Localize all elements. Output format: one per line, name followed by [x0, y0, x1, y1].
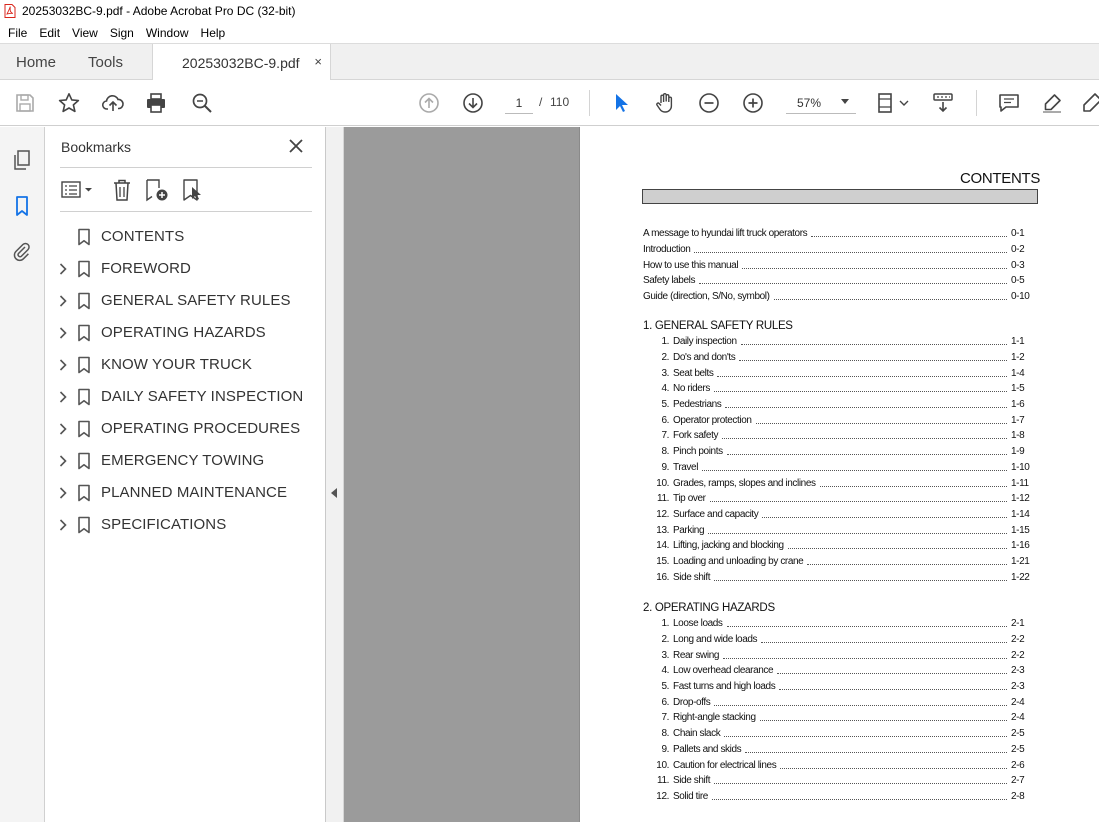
- toc-entry-page: 0-1: [1011, 228, 1025, 240]
- toc-entry: [643, 350, 1039, 366]
- toc-entry: [643, 632, 1039, 648]
- toc-entry-page: 1-11: [1011, 477, 1029, 489]
- chevron-right-icon[interactable]: [58, 262, 68, 276]
- toc-entry-page: 2-2: [1011, 649, 1025, 661]
- toc-entry-page: 1-8: [1011, 430, 1025, 442]
- toc-leader-dots: [708, 533, 1007, 534]
- toc-entry-title: Loose loads: [673, 618, 723, 630]
- toc-entry-page: 0-5: [1011, 275, 1025, 287]
- toc-entry-page: 2-8: [1011, 790, 1025, 802]
- page-number-input[interactable]: [505, 92, 533, 114]
- toc-block: [643, 616, 1039, 804]
- toc-entry-title: Surface and capacity: [673, 508, 759, 520]
- toc-leader-dots: [714, 705, 1007, 706]
- toc-entry-page: 1-10: [1011, 461, 1030, 473]
- toc-entry-title: Parking: [673, 524, 705, 536]
- toc-leader-dots: [724, 736, 1007, 737]
- bookmarks-panel-title: Bookmarks: [61, 139, 132, 155]
- toc-entry-number: 5.: [661, 399, 669, 411]
- menu-bar: [0, 22, 1099, 43]
- toc-leader-dots: [727, 454, 1007, 455]
- menu-edit[interactable]: Edit: [39, 25, 61, 40]
- toc-leader-dots: [694, 252, 1007, 253]
- tab-document[interactable]: [152, 44, 331, 81]
- save-icon[interactable]: [12, 90, 38, 116]
- toc-entry-number: 3.: [661, 367, 669, 379]
- toc-leader-dots: [722, 438, 1007, 439]
- toolbar-divider: [589, 90, 590, 116]
- toc-entry-page: 1-15: [1011, 524, 1030, 536]
- toc-entry-title: Rear swing: [673, 649, 720, 661]
- toc-entry-number: 10.: [656, 759, 669, 771]
- toc-leader-dots: [725, 407, 1007, 408]
- document-view[interactable]: [344, 127, 1099, 822]
- chevron-right-icon[interactable]: [58, 422, 68, 436]
- toc-entry-number: 9.: [661, 743, 669, 755]
- toc-leader-dots: [714, 391, 1007, 392]
- toc-entry-page: 1-9: [1011, 446, 1025, 458]
- menu-help[interactable]: Help: [200, 25, 226, 40]
- bookmark-label: EMERGENCY TOWING: [101, 452, 265, 469]
- page-fit-icon[interactable]: [874, 90, 912, 116]
- toc-leader-dots: [807, 564, 1007, 565]
- bookmark-item[interactable]: [45, 413, 326, 445]
- toc-entry-page: 1-22: [1011, 571, 1030, 583]
- bookmark-label: PLANNED MAINTENANCE: [101, 484, 288, 501]
- page-separator: /: [539, 95, 543, 109]
- toc-leader-dots: [788, 548, 1007, 549]
- tab-tools[interactable]: Tools: [88, 53, 124, 71]
- delete-bookmark-icon[interactable]: [111, 177, 133, 203]
- toc-leader-dots: [714, 580, 1007, 581]
- previous-page-icon[interactable]: [416, 90, 442, 116]
- menu-window[interactable]: Window: [145, 25, 189, 40]
- toc-entry-title: Seat belts: [673, 367, 714, 379]
- toc-entry-page: 2-3: [1011, 681, 1025, 693]
- toc-entry-number: 11.: [657, 493, 669, 505]
- toc-entry-number: 1.: [661, 336, 669, 348]
- bookmark-item[interactable]: [45, 349, 326, 381]
- toc-entry-title: Drop-offs: [673, 696, 711, 708]
- attachments-paperclip-icon[interactable]: [9, 239, 35, 265]
- toc-leader-dots: [762, 517, 1007, 518]
- toc-entry-number: 2.: [661, 352, 669, 364]
- toc-entry-title: Side shift: [673, 571, 711, 583]
- toc-leader-dots: [702, 470, 1007, 471]
- toc-entry: [643, 365, 1039, 381]
- toc-entry-title: Fast turns and high loads: [673, 681, 776, 693]
- toc-entry-number: 3.: [661, 649, 669, 661]
- toc-entry-title: A message to hyundai lift truck operators: [643, 228, 808, 240]
- chevron-right-icon[interactable]: [58, 454, 68, 468]
- bookmark-label: FOREWORD: [101, 260, 191, 277]
- toc-entry: [643, 773, 1039, 789]
- toc-entry-page: 2-4: [1011, 696, 1025, 708]
- main-toolbar: [0, 80, 1099, 126]
- toc-entry: [643, 757, 1039, 773]
- toc-entry: [643, 663, 1039, 679]
- toc-entry-title: Side shift: [673, 775, 711, 787]
- bookmark-icon: [77, 452, 91, 470]
- toc-entry: [643, 710, 1039, 726]
- toc-entry-title: Pinch points: [673, 446, 723, 458]
- toc-leader-dots: [714, 783, 1007, 784]
- panel-divider: [60, 211, 312, 212]
- toc-entry-title: Pedestrians: [673, 399, 722, 411]
- toc-entry-title: Tip over: [673, 493, 706, 505]
- toc-entry-title: Lifting, jacking and blocking: [673, 540, 784, 552]
- toc-entry-title: Guide (direction, S/No, symbol): [643, 291, 770, 303]
- toc-entry: [643, 569, 1039, 585]
- toc-entry-number: 5.: [661, 681, 669, 693]
- toc-leader-dots: [745, 752, 1007, 753]
- toc-entry: [643, 789, 1039, 805]
- toc-entry: [643, 257, 1039, 273]
- panel-collapse-handle[interactable]: [326, 127, 344, 822]
- toc-leader-dots: [811, 236, 1007, 237]
- zoom-level-dropdown[interactable]: [786, 92, 856, 114]
- toc-entry: [643, 647, 1039, 663]
- toolbar-divider: [976, 90, 977, 116]
- toc-entry-number: 7.: [661, 712, 669, 724]
- toc-entry: [643, 538, 1039, 554]
- toc-section-heading: 2. OPERATING HAZARDS: [643, 602, 775, 614]
- highlight-pen-icon[interactable]: [1039, 90, 1065, 116]
- toc-entry-number: 12.: [656, 790, 669, 802]
- bookmark-label: KNOW YOUR TRUCK: [101, 356, 252, 373]
- toc-entry-page: 1-16: [1011, 540, 1030, 552]
- bookmark-label: SPECIFICATIONS: [101, 516, 227, 533]
- toc-entry-title: Pallets and skids: [673, 743, 742, 755]
- close-panel-icon[interactable]: [287, 137, 305, 155]
- toc-entry: [643, 679, 1039, 695]
- toc-entry-number: 4.: [661, 383, 669, 395]
- toc-entry: [643, 616, 1039, 632]
- toc-leader-dots: [777, 673, 1007, 674]
- toc-block: [643, 226, 1039, 304]
- toc-entry-title: Grades, ramps, slopes and inclines: [673, 477, 816, 489]
- tab-bar: [0, 43, 1099, 80]
- toc-entry-page: 2-5: [1011, 728, 1025, 740]
- window-title: 20253032BC-9.pdf - Adobe Acrobat Pro DC (32-bit): [22, 4, 296, 18]
- toc-entry-number: 6.: [661, 696, 669, 708]
- toc-entry-page: 1-1: [1011, 336, 1025, 348]
- toc-entry-number: 6.: [661, 414, 669, 426]
- title-bar: [0, 0, 1099, 22]
- print-icon[interactable]: [143, 90, 169, 116]
- next-page-icon[interactable]: [460, 90, 486, 116]
- zoom-level-value: 57%: [797, 95, 822, 110]
- toc-entry: [643, 742, 1039, 758]
- toc-entry-number: 8.: [661, 446, 669, 458]
- zoom-out-icon[interactable]: [696, 90, 722, 116]
- toc-entry: [643, 507, 1039, 523]
- toc-entry-page: 1-7: [1011, 414, 1025, 426]
- toc-entry-number: 15.: [656, 555, 669, 567]
- bookmark-icon: [77, 324, 91, 342]
- toc-entry-title: Do's and don'ts: [673, 352, 736, 364]
- toc-leader-dots: [712, 799, 1007, 800]
- toc-entry-title: Fork safety: [673, 430, 719, 442]
- toc-entry-page: 0-2: [1011, 244, 1025, 256]
- menu-file[interactable]: File: [8, 25, 28, 40]
- toc-entry-page: 0-3: [1011, 259, 1025, 271]
- toc-entry-page: 1-4: [1011, 367, 1025, 379]
- toc-entry-page: 2-2: [1011, 634, 1025, 646]
- toc-entry-page: 2-5: [1011, 743, 1025, 755]
- toc-leader-dots: [727, 626, 1007, 627]
- toc-entry: [643, 475, 1039, 491]
- toc-entry-page: 2-3: [1011, 665, 1025, 677]
- toc-entry-title: Travel: [673, 461, 699, 473]
- toc-leader-dots: [779, 689, 1007, 690]
- page-heading: CONTENTS: [960, 170, 1041, 187]
- toc-section-heading: 1. GENERAL SAFETY RULES: [643, 320, 793, 332]
- panel-divider: [60, 167, 312, 168]
- toc-entry-page: 1-14: [1011, 508, 1030, 520]
- select-cursor-icon[interactable]: [608, 90, 634, 116]
- toc-entry-page: 2-1: [1011, 618, 1025, 630]
- toc-entry-number: 1.: [661, 618, 669, 630]
- bookmark-list: [45, 221, 326, 541]
- toc-entry: [643, 522, 1039, 538]
- bookmarks-panel-icon[interactable]: [9, 193, 35, 219]
- toc-leader-dots: [780, 768, 1007, 769]
- toc-entry-number: 16.: [656, 571, 669, 583]
- toc-entry: [643, 694, 1039, 710]
- heading-rule-bar: [642, 189, 1038, 204]
- toc-entry-title: Caution for electrical lines: [673, 759, 777, 771]
- cloud-upload-icon[interactable]: [100, 90, 126, 116]
- toc-entry-page: 2-4: [1011, 712, 1025, 724]
- menu-view[interactable]: View: [72, 25, 98, 40]
- toc-entry-number: 11.: [657, 775, 669, 787]
- toc-entry: [643, 444, 1039, 460]
- draw-signature-icon[interactable]: [1079, 90, 1099, 116]
- tab-home[interactable]: Home: [16, 53, 57, 71]
- navigation-rail: [0, 127, 45, 822]
- bookmark-item[interactable]: [45, 509, 326, 541]
- bookmark-icon: [77, 228, 91, 246]
- toc-entry-title: Long and wide loads: [673, 634, 758, 646]
- toc-leader-dots: [710, 501, 1007, 502]
- toc-entry-number: 2.: [661, 634, 669, 646]
- tab-document-label: 20253032BC-9.pdf: [182, 54, 300, 71]
- bookmark-item[interactable]: [45, 381, 326, 413]
- bookmark-label: DAILY SAFETY INSPECTION: [101, 388, 304, 405]
- bookmark-label: CONTENTS: [101, 228, 185, 245]
- toc-entry-title: Chain slack: [673, 728, 721, 740]
- toc-leader-dots: [699, 283, 1007, 284]
- toc-leader-dots: [741, 344, 1007, 345]
- chevron-down-icon: [841, 99, 849, 104]
- toc-entry: [643, 428, 1039, 444]
- toc-entry-page: 1-6: [1011, 399, 1025, 411]
- toc-entry: [643, 226, 1039, 242]
- bookmark-label: OPERATING HAZARDS: [101, 324, 266, 341]
- bookmark-label: GENERAL SAFETY RULES: [101, 292, 291, 309]
- bookmark-icon: [77, 356, 91, 374]
- toc-entry: [643, 397, 1039, 413]
- bookmark-item[interactable]: [45, 253, 326, 285]
- bookmark-item[interactable]: [45, 285, 326, 317]
- toc-leader-dots: [774, 299, 1007, 300]
- chevron-right-icon[interactable]: [58, 518, 68, 532]
- bookmark-options-button[interactable]: [60, 177, 96, 203]
- toc-entry-title: Low overhead clearance: [673, 665, 774, 677]
- page-total: 110: [550, 95, 570, 109]
- hand-tool-icon[interactable]: [652, 90, 678, 116]
- toc-entry-number: 14.: [656, 540, 669, 552]
- toc-leader-dots: [739, 360, 1007, 361]
- close-tab-icon[interactable]: ×: [314, 54, 322, 69]
- toc-entry-page: 2-6: [1011, 759, 1025, 771]
- toc-entry: [643, 554, 1039, 570]
- bookmark-item[interactable]: [45, 221, 326, 253]
- toc-entry-title: No riders: [673, 383, 710, 395]
- toc-entry-title: Loading and unloading by crane: [673, 555, 804, 567]
- zoom-in-icon[interactable]: [740, 90, 766, 116]
- toc-entry: [643, 273, 1039, 289]
- bookmark-icon: [77, 516, 91, 534]
- chevron-right-icon[interactable]: [58, 390, 68, 404]
- toc-entry-page: 0-10: [1011, 291, 1030, 303]
- collapse-arrow-icon: [331, 488, 337, 498]
- comment-icon[interactable]: [996, 90, 1022, 116]
- chevron-right-icon[interactable]: [58, 358, 68, 372]
- star-icon[interactable]: [56, 90, 82, 116]
- toc-entry: [643, 412, 1039, 428]
- acrobat-pdf-icon: [4, 4, 16, 18]
- toc-leader-dots: [717, 376, 1007, 377]
- toc-entry-title: Solid tire: [673, 790, 708, 802]
- toc-entry: [643, 726, 1039, 742]
- toc-entry: [643, 491, 1039, 507]
- bookmark-item[interactable]: [45, 445, 326, 477]
- bookmark-label: OPERATING PROCEDURES: [101, 420, 301, 437]
- toc-leader-dots: [820, 486, 1007, 487]
- bookmarks-panel: [45, 127, 326, 822]
- toc-entry-number: 7.: [661, 430, 669, 442]
- scroll-mode-icon[interactable]: [930, 90, 956, 116]
- toc-block: [643, 334, 1039, 585]
- pdf-page: [579, 127, 1099, 822]
- toc-entry: [643, 289, 1039, 305]
- page-thumbnails-icon[interactable]: [9, 147, 35, 173]
- bookmark-from-selection-icon[interactable]: [180, 177, 204, 203]
- toc-leader-dots: [756, 423, 1007, 424]
- toc-entry-page: 1-12: [1011, 493, 1030, 505]
- toc-leader-dots: [761, 642, 1007, 643]
- chevron-right-icon[interactable]: [58, 294, 68, 308]
- toc-entry-title: How to use this manual: [643, 259, 739, 271]
- bookmark-icon: [77, 484, 91, 502]
- toc-entry-page: 2-7: [1011, 775, 1025, 787]
- toc-entry-number: 8.: [661, 728, 669, 740]
- toc-entry: [643, 334, 1039, 350]
- toc-entry-title: Daily inspection: [673, 336, 737, 348]
- bookmark-icon: [77, 420, 91, 438]
- toc-leader-dots: [742, 268, 1007, 269]
- toc-entry: [643, 381, 1039, 397]
- bookmark-icon: [77, 260, 91, 278]
- toc-entry-number: 13.: [656, 524, 669, 536]
- chevron-right-icon[interactable]: [58, 486, 68, 500]
- toc-entry-number: 12.: [656, 508, 669, 520]
- toc-entry-number: 4.: [661, 665, 669, 677]
- chevron-right-icon[interactable]: [58, 326, 68, 340]
- toc-entry-number: 9.: [661, 461, 669, 473]
- toc-entry-page: 1-5: [1011, 383, 1025, 395]
- new-bookmark-icon[interactable]: [144, 177, 170, 203]
- toc-entry-page: 1-2: [1011, 352, 1025, 364]
- toc-entry-title: Operator protection: [673, 414, 752, 426]
- bookmark-icon: [77, 388, 91, 406]
- toc-entry-page: 1-21: [1011, 555, 1030, 567]
- bookmark-item[interactable]: [45, 477, 326, 509]
- toc-entry-title: Introduction: [643, 244, 691, 256]
- toc-entry: [643, 242, 1039, 258]
- toc-entry-title: Right-angle stacking: [673, 712, 756, 724]
- zoom-search-icon[interactable]: [189, 90, 215, 116]
- toc-entry: [643, 460, 1039, 476]
- menu-sign[interactable]: Sign: [109, 25, 134, 40]
- toc-leader-dots: [723, 658, 1007, 659]
- toc-leader-dots: [760, 720, 1007, 721]
- bookmark-item[interactable]: [45, 317, 326, 349]
- bookmark-icon: [77, 292, 91, 310]
- toc-entry-number: 10.: [656, 477, 669, 489]
- toc-entry-title: Safety labels: [643, 275, 696, 287]
